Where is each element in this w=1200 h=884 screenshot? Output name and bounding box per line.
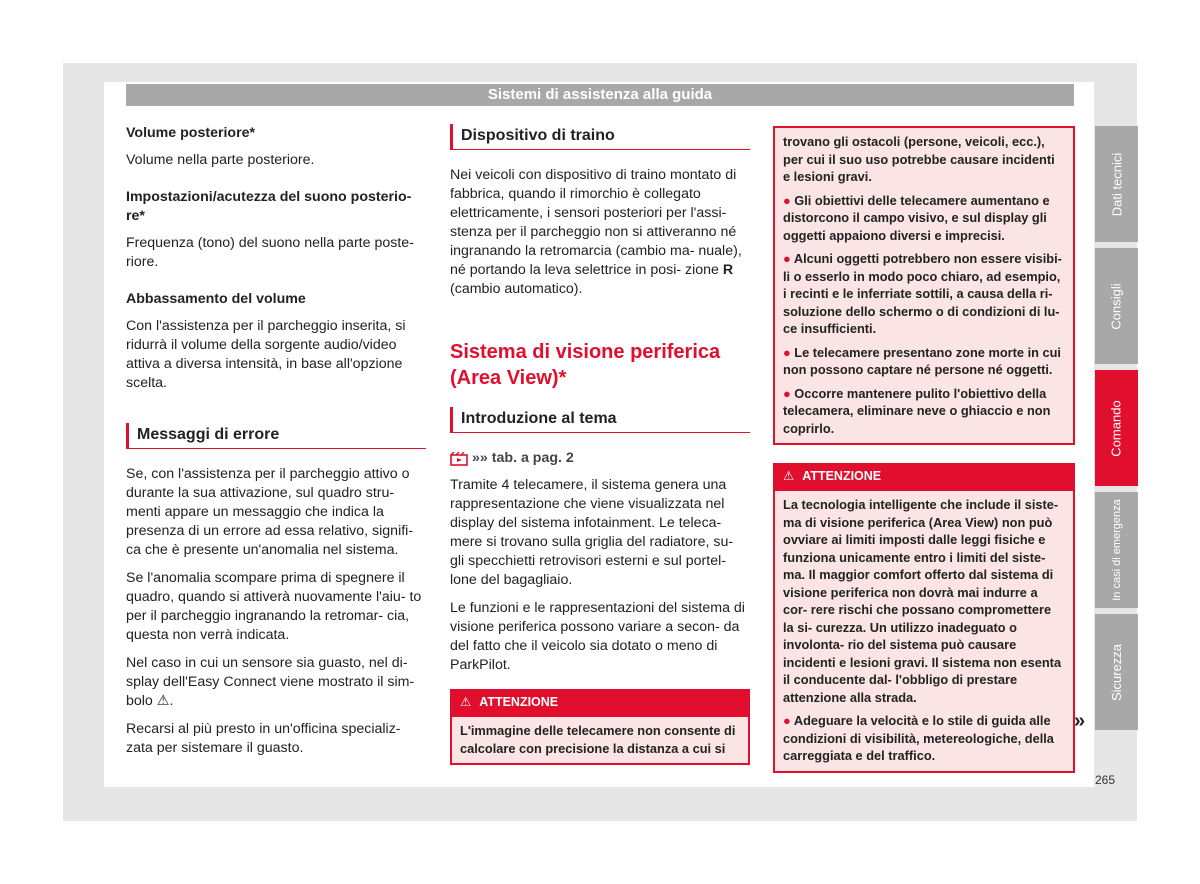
paragraph-errore-2: Se l'anomalia scompare prima di spegnere il quadro, quando si attiverà nuovamente l'aiu- to per il parcheggio ingranando la retromar- cia, questa non verrà indicata. [126,570,422,643]
main-title-area-view: Sistema di visione periferica (Area View)* [450,341,721,389]
warning-bullet-text: Adeguare la velocità e lo stile di guida alle condizioni di visibilità, metereologiche, della carreggiata e del traffico. [783,713,1054,763]
tab-label: Sicurezza [1109,643,1125,701]
bullet-icon: ● [783,713,791,728]
table-reference-link[interactable] [450,449,750,468]
continue-marker: » [1074,710,1086,732]
tab-consigli[interactable] [1095,248,1138,364]
warning-body-middle [450,715,750,765]
page-number: 265 [1095,773,1116,787]
warning-continuation-text: trovano gli ostacoli (persone, veicoli, ecc.), per cui il suo uso potrebbe causare incidenti e lesioni gravi. [783,134,1055,184]
bullet-icon: ● [783,385,791,401]
warning-bullet-2 [783,250,1065,338]
tab-label: Consigli [1109,282,1124,330]
tab-dati-tecnici[interactable] [1095,126,1138,242]
paragraph-abbassamento: Con l'assistenza per il parcheggio inserita, si ridurrà il volume della sorgente audio/video attiva a diversa intensità, in base all'opzione scelta. [126,318,406,391]
warning-bullet-text: Gli obiettivi delle telecamere aumentano e distorcono il campo visivo, e sul display gli oggetti appaiono diversi e imprecisi. [783,192,1050,243]
warning-bullet-text: Alcuni oggetti potrebbero non essere visibi- li o esserlo in modo poco chiaro, ad esempio, i recinti e le inferriate sottili, a causa della ri- soluzione dello schermo o di condizioni di lu- ce insufficienti. [783,251,1062,336]
subheading-impostazioni: Impostazioni/acutezza del suono posterio- re* [126,189,412,224]
paragraph-intro-2: Le funzioni e le rappresentazioni del sistema di visione periferica possono variare a secon- da del fatto che il veicolo sia dotato o meno di ParkPilot. [450,600,745,673]
tab-label: Dati tecnici [1109,152,1125,216]
section-title-messaggi: Messaggi di errore [126,423,426,449]
subheading-volume: Volume posteriore* [126,125,256,141]
traino-text-a: Nei veicoli con dispositivo di traino montato di fabbrica, quando il rimorchio è collegato elettricamente, i sensori posteriori per l'assi- stenza per il parcheggio non si attiveranno né ingranando la retromarcia (cambio ma- nuale), né portando la leva selettrice in posi- zione [450,167,742,278]
warning-bullet-3 [783,344,1065,379]
bullet-icon: ● [783,251,791,266]
warning-label-middle: ATTENZIONE [479,695,559,709]
video-clip-icon [450,452,468,466]
bullet-icon: ● [783,344,791,360]
paragraph-errore-4: Recarsi al più presto in un'officina specializ- zata per sistemare il guasto. [126,721,401,756]
warning-bullet-right [783,712,1065,765]
tab-sicurezza[interactable] [1095,614,1138,730]
warning-header-right [773,463,1075,489]
paragraph-impostazioni: Frequenza (tono) del suono nella parte poste- riore. [126,235,414,270]
warning-label-right: ATTENZIONE [802,469,882,483]
tab-in-casi-di-emergenza[interactable] [1095,492,1138,608]
tab-label: In casi di emergenza [1110,499,1123,601]
warning-bullet-text: Occorre mantenere pulito l'obiettivo della telecamera, eliminare neve o ghiaccio e non coprirlo. [783,385,1051,436]
warning-text-right: La tecnologia intelligente che include il siste- ma di visione periferica (Area View) non può ovviare ai limiti imposti dalle leggi fisiche e funziona unicamente entro i limiti del siste- ma. Il maggior comfort offerto dal sistema di visione periferica non dovrà mai indurre a cor- rere rischi che possano compromettere la si- curezza. Un utilizzo inadeguato o involonta- rio del sistema può causare incidenti e lesioni gravi. Il sistema non esenta il conducente dal- l'obbligo di prestare attenzione alla strada. [783,497,1062,705]
warning-bullet-text: Le telecamere presentano zone morte in cui non possono captare né persone né oggetti. [783,344,1061,377]
paragraph-traino [450,166,750,299]
warning-icon: ⚠ [783,469,795,483]
tab-comando[interactable] [1095,370,1138,486]
warning-text-middle: L'immagine delle telecamere non consente di calcolare con precisione la distanza a cui si [460,723,736,756]
subheading-abbassamento: Abbassamento del volume [126,291,306,307]
chapter-banner: Sistemi di assistenza alla guida [126,84,1074,106]
section-title-intro: Introduzione al tema [450,407,750,433]
chevron-right-icon: »» [472,450,488,466]
bullet-icon: ● [783,192,791,208]
warning-header-middle [450,689,750,715]
section-title-traino: Dispositivo di traino [450,124,750,150]
traino-text-b: (cambio automatico). [450,281,583,297]
column-right [773,126,1075,773]
column-left [126,124,426,767]
warning-bullet-4 [783,385,1065,438]
traino-gear-r: R [722,262,734,278]
warning-continuation [773,126,1075,445]
table-reference-text: tab. a pag. 2 [491,450,574,466]
tab-label: Comando [1109,399,1124,457]
warning-icon: ⚠ [460,695,472,709]
paragraph-volume: Volume nella parte posteriore. [126,152,315,168]
paragraph-errore-3: Nel caso in cui un sensore sia guasto, nel di- splay dell'Easy Connect viene mostrato il sim- bolo ⚠. [126,655,415,709]
column-middle [450,124,750,765]
warning-body-right [773,489,1075,773]
paragraph-intro-1: Tramite 4 telecamere, il sistema genera una rappresentazione che viene visualizzata nel display del sistema infotainment. Le teleca- mere si trovano sulla griglia del radiatore, su- gli specchietti retrovisori esterni e sul portel- lone del bagagliaio. [450,477,734,588]
warning-bullet-1 [783,192,1065,245]
paragraph-errore-1: Se, con l'assistenza per il parcheggio attivo o durante la sua attivazione, sul quadro stru- menti appare un messaggio che indica la presenza di un errore ad essa relativo, signifi- ca che è presente un'anomalia nel sistema. [126,466,414,558]
